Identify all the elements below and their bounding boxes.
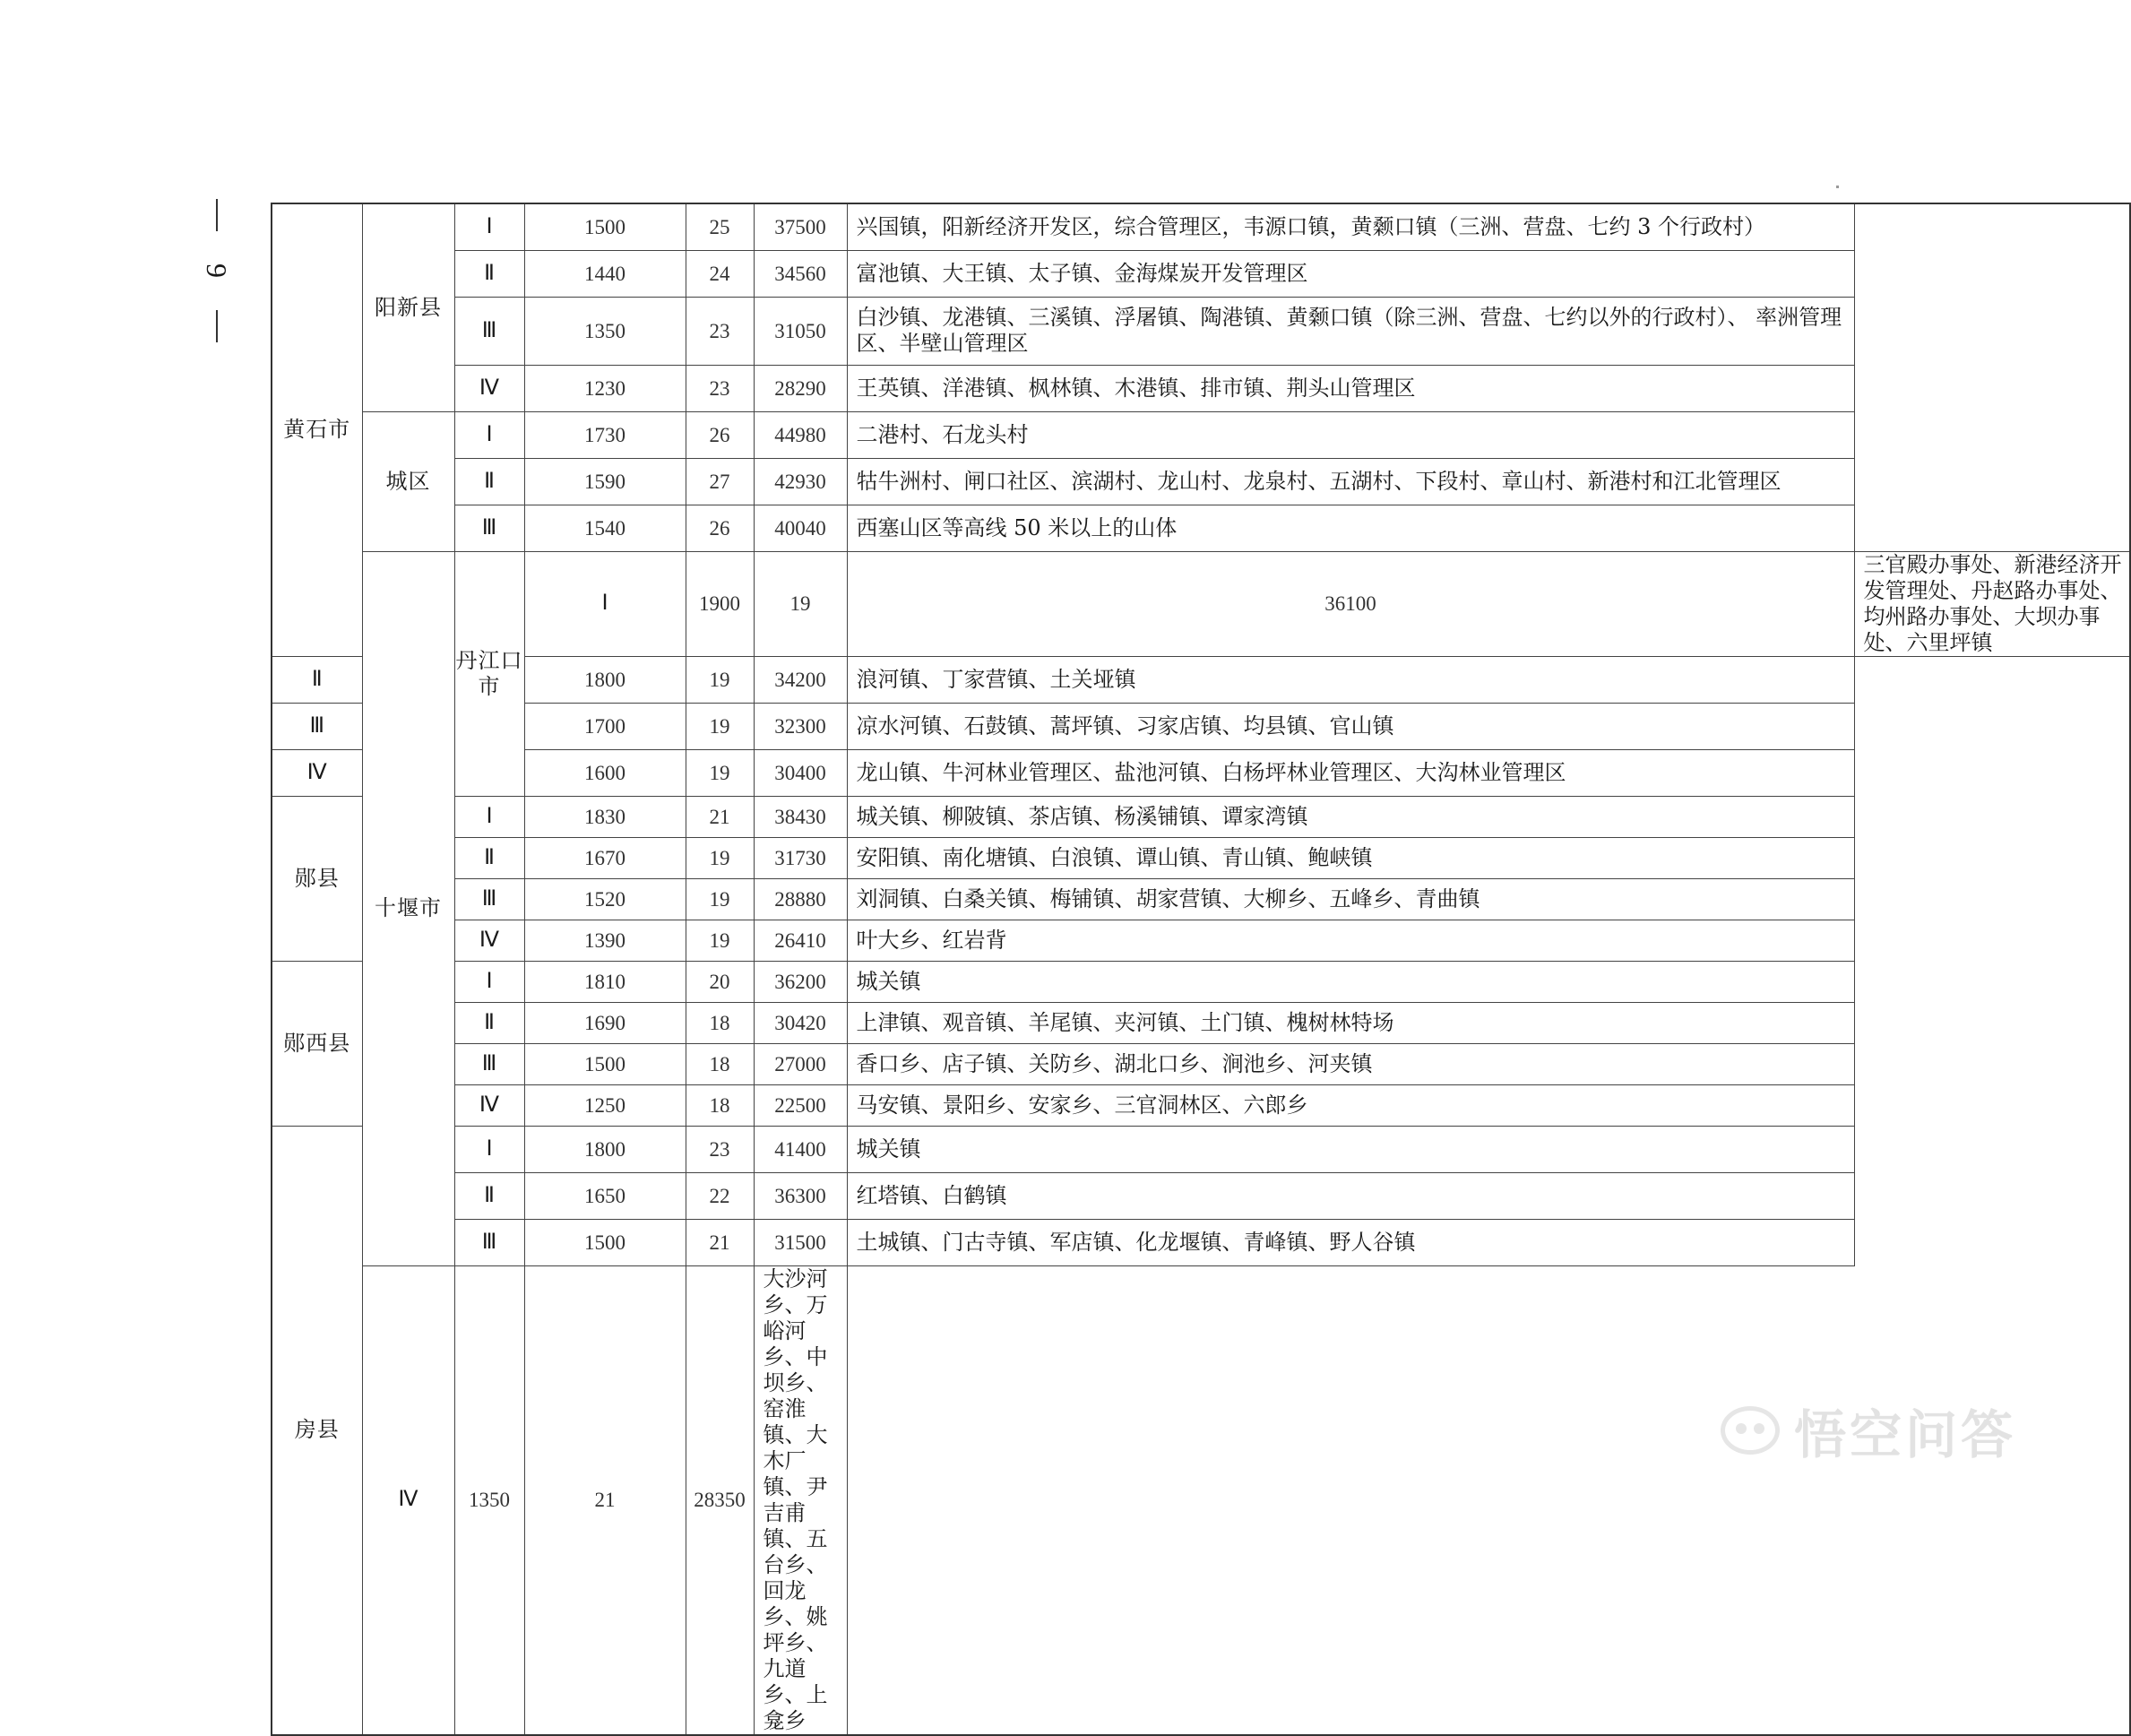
value-cell: 18 (686, 1043, 754, 1084)
grade-cell: Ⅱ (454, 458, 524, 505)
county-cell: 郧县 (272, 796, 362, 961)
watermark-text: 悟空问答 (1794, 1404, 2017, 1465)
area-cell: 西塞山区等高线 50 米以上的山体 (847, 505, 1854, 551)
value-cell: 1800 (524, 656, 686, 703)
value-cell: 1350 (454, 1265, 524, 1735)
table-row (272, 297, 2130, 365)
value-cell: 1500 (524, 203, 686, 250)
county-cell: 郧西县 (272, 961, 362, 1126)
value-cell: 20 (686, 961, 754, 1002)
value-cell: 26 (686, 505, 754, 551)
value-cell: 19 (686, 878, 754, 920)
value-cell: 41400 (754, 1126, 847, 1172)
value-cell: 31500 (754, 1219, 847, 1265)
grade-cell: Ⅳ (454, 920, 524, 961)
value-cell: 27000 (754, 1043, 847, 1084)
value-cell: 1390 (524, 920, 686, 961)
value-cell: 26 (686, 411, 754, 458)
table-row (272, 203, 2130, 250)
value-cell: 44980 (754, 411, 847, 458)
grade-cell: Ⅲ (272, 703, 362, 749)
value-cell: 1600 (524, 749, 686, 796)
grade-cell: Ⅳ (454, 1084, 524, 1126)
value-cell: 28350 (686, 1265, 754, 1735)
value-cell: 1700 (524, 703, 686, 749)
grade-cell: Ⅰ (454, 411, 524, 458)
value-cell: 30420 (754, 1002, 847, 1043)
area-cell: 香口乡、店子镇、关防乡、湖北口乡、涧池乡、河夹镇 (847, 1043, 1854, 1084)
value-cell: 24 (686, 250, 754, 297)
city-cell: 十堰市 (362, 551, 454, 1265)
table-row (272, 1043, 2130, 1084)
grade-cell: Ⅰ (454, 961, 524, 1002)
wukong-logo-icon (1721, 1406, 1780, 1455)
value-cell: 36100 (847, 551, 1854, 656)
value-cell: 21 (686, 796, 754, 837)
value-cell: 1830 (524, 796, 686, 837)
value-cell: 18 (686, 1002, 754, 1043)
area-cell: 牯牛洲村、闸口社区、滨湖村、龙山村、龙泉村、五湖村、下段村、章山村、新港村和江北管理区 (847, 458, 1854, 505)
value-cell: 19 (686, 749, 754, 796)
value-cell: 31050 (754, 297, 847, 365)
value-cell: 21 (686, 1219, 754, 1265)
grade-cell: Ⅱ (454, 250, 524, 297)
table-row (272, 1219, 2130, 1265)
table-row (272, 920, 2130, 961)
grade-cell: Ⅱ (454, 1172, 524, 1219)
area-cell: 二港村、石龙头村 (847, 411, 1854, 458)
value-cell: 1690 (524, 1002, 686, 1043)
value-cell: 28290 (754, 365, 847, 411)
grade-cell: Ⅲ (454, 878, 524, 920)
area-cell: 马安镇、景阳乡、安家乡、三官洞林区、六郎乡 (847, 1084, 1854, 1126)
grade-cell: Ⅰ (454, 796, 524, 837)
grade-cell: Ⅲ (454, 505, 524, 551)
county-cell: 城区 (362, 411, 454, 551)
grade-cell: Ⅱ (272, 656, 362, 703)
table-row (272, 656, 2130, 703)
value-cell: 1540 (524, 505, 686, 551)
area-cell: 王英镇、洋港镇、枫林镇、木港镇、排市镇、荆头山管理区 (847, 365, 1854, 411)
area-cell: 兴国镇，阳新经济开发区，综合管理区，韦源口镇，黄颡口镇（三洲、营盘、七约 3 个行政村） (847, 203, 1854, 250)
area-cell: 凉水河镇、石鼓镇、蒿坪镇、习家店镇、均县镇、官山镇 (847, 703, 1854, 749)
grade-cell: Ⅳ (454, 365, 524, 411)
grade-cell: Ⅳ (362, 1265, 454, 1735)
area-cell: 城关镇、柳陂镇、茶店镇、杨溪铺镇、谭家湾镇 (847, 796, 1854, 837)
area-cell: 刘洞镇、白桑关镇、梅铺镇、胡家营镇、大柳乡、五峰乡、青曲镇 (847, 878, 1854, 920)
area-cell: 富池镇、大王镇、太子镇、金海煤炭开发管理区 (847, 250, 1854, 297)
value-cell: 1500 (524, 1219, 686, 1265)
value-cell: 19 (754, 551, 847, 656)
value-cell: 28880 (754, 878, 847, 920)
area-cell: 安阳镇、南化塘镇、白浪镇、谭山镇、青山镇、鲍峡镇 (847, 837, 1854, 878)
table-row (272, 1265, 2130, 1735)
value-cell: 1900 (686, 551, 754, 656)
value-cell: 1440 (524, 250, 686, 297)
table-row (272, 878, 2130, 920)
value-cell: 42930 (754, 458, 847, 505)
table-row (272, 250, 2130, 297)
page-number (199, 199, 235, 342)
area-cell: 叶大乡、红岩背 (847, 920, 1854, 961)
table-row (272, 1172, 2130, 1219)
value-cell: 26410 (754, 920, 847, 961)
value-cell: 25 (686, 203, 754, 250)
grade-cell: Ⅰ (524, 551, 686, 656)
value-cell: 1670 (524, 837, 686, 878)
grade-cell: Ⅲ (454, 1043, 524, 1084)
area-cell: 白沙镇、龙港镇、三溪镇、浮屠镇、陶港镇、黄颡口镇（除三洲、营盘、七约以外的行政村）、 率洲管理区、半壁山管理区 (847, 297, 1854, 365)
table-row (272, 1126, 2130, 1172)
area-cell: 土城镇、门古寺镇、军店镇、化龙堰镇、青峰镇、野人谷镇 (847, 1219, 1854, 1265)
area-cell: 龙山镇、牛河林业管理区、盐池河镇、白杨坪林业管理区、大沟林业管理区 (847, 749, 1854, 796)
grade-cell: Ⅰ (454, 203, 524, 250)
area-cell: 城关镇 (847, 961, 1854, 1002)
value-cell: 1590 (524, 458, 686, 505)
table-row (272, 551, 2130, 656)
value-cell: 32300 (754, 703, 847, 749)
value-cell: 1500 (524, 1043, 686, 1084)
grade-cell: Ⅲ (454, 297, 524, 365)
value-cell: 31730 (754, 837, 847, 878)
value-cell: 34200 (754, 656, 847, 703)
value-cell: 34560 (754, 250, 847, 297)
value-cell: 19 (686, 920, 754, 961)
value-cell: 27 (686, 458, 754, 505)
value-cell: 22 (686, 1172, 754, 1219)
table-row (272, 703, 2130, 749)
table-row (272, 1002, 2130, 1043)
value-cell: 23 (686, 297, 754, 365)
value-cell: 36300 (754, 1172, 847, 1219)
grade-cell: Ⅱ (454, 837, 524, 878)
value-cell: 1520 (524, 878, 686, 920)
value-cell: 1350 (524, 297, 686, 365)
area-cell: 大沙河乡、万峪河乡、中坝乡、窑淮镇、大木厂镇、尹吉甫镇、五台乡、回龙乡、姚坪乡、九道乡、上龛乡 (754, 1265, 847, 1735)
value-cell: 37500 (754, 203, 847, 250)
value-cell: 36200 (754, 961, 847, 1002)
page-number-dash-top (216, 199, 218, 231)
county-cell: 阳新县 (362, 203, 454, 411)
price-zone-table (271, 203, 2131, 1736)
grade-cell: Ⅲ (454, 1219, 524, 1265)
value-cell: 1730 (524, 411, 686, 458)
area-cell: 三官殿办事处、新港经济开发管理处、丹赵路办事处、均州路办事处、大坝办事处、六里坪镇 (1854, 551, 2130, 656)
value-cell: 19 (686, 837, 754, 878)
table-row (272, 961, 2130, 1002)
table-row (272, 458, 2130, 505)
value-cell: 21 (524, 1265, 686, 1735)
table-row (272, 505, 2130, 551)
table-row (272, 749, 2130, 796)
grade-cell: Ⅰ (454, 1126, 524, 1172)
table-row (272, 365, 2130, 411)
value-cell: 19 (686, 703, 754, 749)
value-cell: 23 (686, 1126, 754, 1172)
area-cell: 城关镇 (847, 1126, 1854, 1172)
value-cell: 1810 (524, 961, 686, 1002)
page-number-text: 9 (201, 263, 233, 278)
value-cell: 38430 (754, 796, 847, 837)
value-cell: 1800 (524, 1126, 686, 1172)
value-cell: 18 (686, 1084, 754, 1126)
value-cell: 1650 (524, 1172, 686, 1219)
value-cell: 23 (686, 365, 754, 411)
area-cell: 上津镇、观音镇、羊尾镇、夹河镇、土门镇、槐树林特场 (847, 1002, 1854, 1043)
value-cell: 40040 (754, 505, 847, 551)
table-row (272, 796, 2130, 837)
value-cell: 1230 (524, 365, 686, 411)
value-cell: 30400 (754, 749, 847, 796)
grade-cell: Ⅳ (272, 749, 362, 796)
value-cell: 1250 (524, 1084, 686, 1126)
value-cell: 22500 (754, 1084, 847, 1126)
area-cell: 红塔镇、白鹤镇 (847, 1172, 1854, 1219)
grade-cell: Ⅱ (454, 1002, 524, 1043)
area-cell: 浪河镇、丁家营镇、土关垭镇 (847, 656, 1854, 703)
scan-speck (1836, 186, 1839, 188)
county-cell: 房县 (272, 1126, 362, 1735)
county-cell: 丹江口市 (454, 551, 524, 796)
table-row (272, 1084, 2130, 1126)
watermark (1721, 1395, 2115, 1466)
city-cell: 黄石市 (272, 203, 362, 656)
page-number-dash-bottom (216, 310, 218, 342)
table-row (272, 837, 2130, 878)
value-cell: 19 (686, 656, 754, 703)
table-row (272, 411, 2130, 458)
